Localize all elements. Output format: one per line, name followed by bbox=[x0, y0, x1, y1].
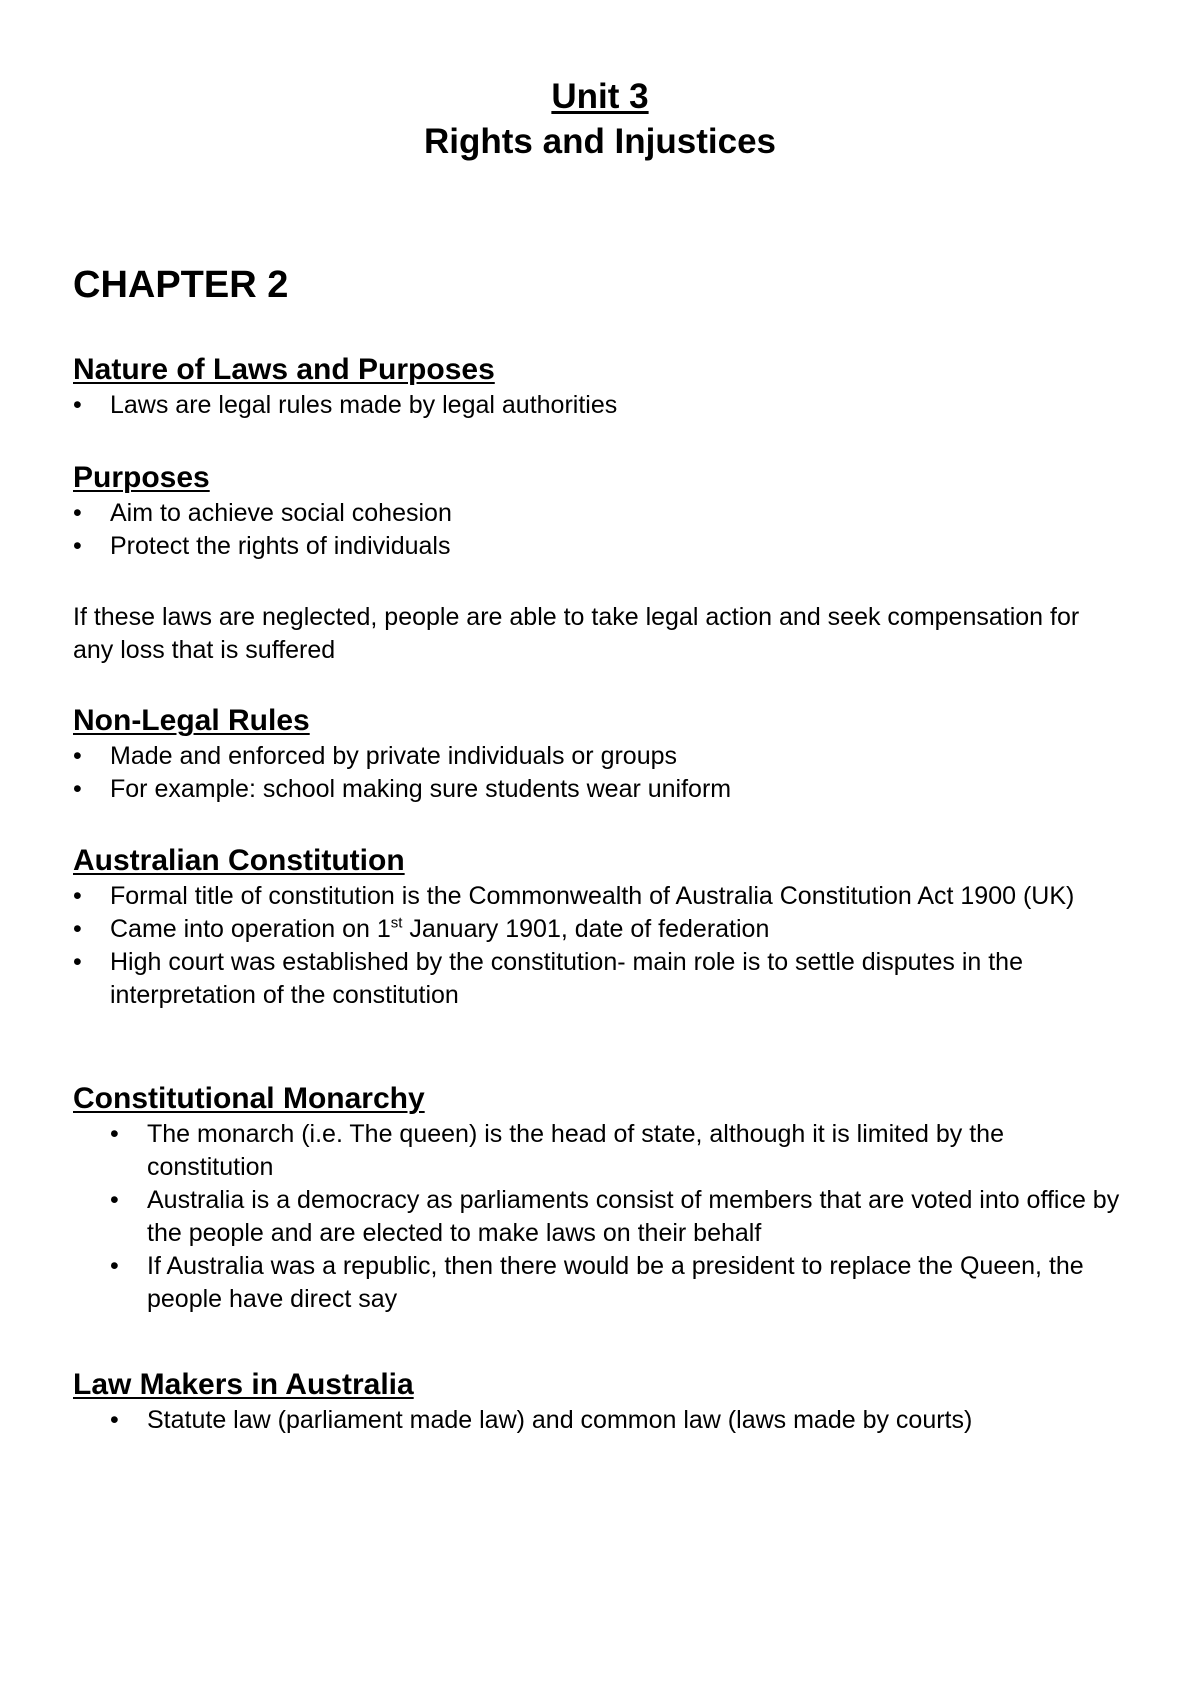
nature-heading: Nature of Laws and Purposes bbox=[73, 353, 495, 386]
unit-subtitle: Rights and Injustices bbox=[424, 122, 776, 161]
list-item: • Formal title of constitution is the Commonwealth of Australia Constitution Act 1900 (UK) bbox=[73, 880, 1103, 913]
chapter-heading: CHAPTER 2 bbox=[73, 264, 289, 306]
purposes-note: If these laws are neglected, people are able to take legal action and seek compensation for any loss that is suffered bbox=[73, 603, 1080, 664]
non-legal-list bbox=[73, 740, 1103, 806]
ordinal-suffix: st bbox=[390, 914, 403, 932]
operation-date-text: Came into operation on 1 bbox=[110, 915, 391, 943]
constitution-list bbox=[73, 880, 1103, 1012]
purposes-heading: Purposes bbox=[73, 461, 210, 494]
list-item: • The monarch (i.e. The queen) is the head of state, although it is limited by the constitution bbox=[110, 1118, 1130, 1184]
unit-title: Unit 3 bbox=[551, 77, 649, 116]
operation-date-rest: January 1901, date of federation bbox=[402, 915, 770, 943]
list-item: • Protect the rights of individuals bbox=[73, 530, 1103, 563]
list-item: • Laws are legal rules made by legal authorities bbox=[73, 389, 1103, 422]
law-makers-list bbox=[110, 1404, 1130, 1437]
purposes-list bbox=[73, 497, 1103, 563]
list-item: • Statute law (parliament made law) and common law (laws made by courts) bbox=[110, 1404, 1130, 1437]
list-item: • Made and enforced by private individuals or groups bbox=[73, 740, 1103, 773]
law-makers-heading: Law Makers in Australia bbox=[73, 1368, 414, 1401]
monarchy-heading: Constitutional Monarchy bbox=[73, 1082, 425, 1115]
constitution-heading: Australian Constitution bbox=[73, 844, 405, 877]
list-item: • If Australia was a republic, then there would be a president to replace the Queen, the people have direct say bbox=[110, 1250, 1130, 1316]
list-item: • Aim to achieve social cohesion bbox=[73, 497, 1103, 530]
list-item: • For example: school making sure students wear uniform bbox=[73, 773, 1103, 806]
list-item: • Australia is a democracy as parliaments consist of members that are voted into office by the people and are elected to make laws on their behalf bbox=[110, 1184, 1130, 1250]
nature-list bbox=[73, 389, 1103, 422]
list-item: • High court was established by the constitution- main role is to settle disputes in the interpretation of the constitution bbox=[73, 946, 1103, 1012]
monarchy-list bbox=[110, 1118, 1130, 1316]
list-item bbox=[73, 913, 1103, 946]
non-legal-heading: Non-Legal Rules bbox=[73, 704, 310, 737]
